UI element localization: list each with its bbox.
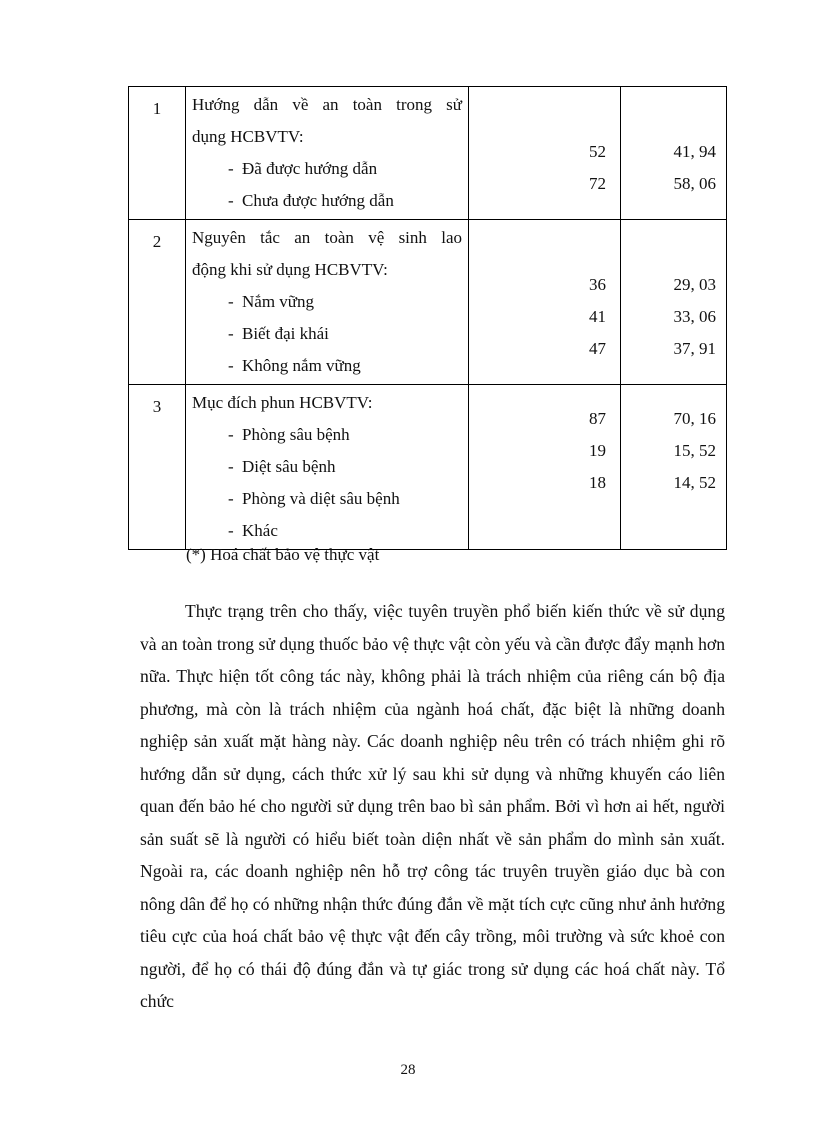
count-value: 72	[589, 174, 606, 193]
page-number: 28	[400, 1062, 416, 1078]
percent-value: 58, 06	[673, 174, 716, 193]
table-row	[129, 385, 727, 550]
count-value: 87	[589, 409, 606, 428]
answer-option: - Nắm vững	[192, 286, 462, 318]
count-value: 19	[589, 441, 606, 460]
question-title-line: Hướng dẫn về an toàn trong sử	[192, 95, 462, 114]
count-value: 36	[589, 275, 606, 294]
percent-value: 29, 03	[673, 275, 716, 294]
count-value: 47	[589, 339, 606, 358]
table-row	[129, 220, 727, 385]
count-cell	[469, 220, 621, 385]
answer-option: - Khác	[192, 515, 462, 547]
answer-option: - Biết đại khái	[192, 318, 462, 350]
question-title-line: Nguyên tắc an toàn vệ sinh lao	[192, 228, 462, 247]
percent-cell	[621, 220, 727, 385]
percent-cell	[621, 87, 727, 220]
count-cell	[469, 385, 621, 550]
percent-value: 41, 94	[673, 142, 716, 161]
table-row	[129, 87, 727, 220]
question-title-line: dụng HCBVTV:	[192, 127, 304, 146]
answer-option: - Diệt sâu bệnh	[192, 451, 462, 483]
count-value: 52	[589, 142, 606, 161]
percent-value: 70, 16	[673, 409, 716, 428]
body-paragraph: Thực trạng trên cho thấy, việc tuyên truyền phổ biến kiến thức về sử dụng và an toàn trong sử dụng thuốc bảo vệ thực vật còn yếu và cần được đẩy mạnh hơn nữa. Thực hiện tốt công tác này, không phải là trách nhiệm của riêng cán bộ địa phương, mà còn là trách nhiệm của ngành hoá chất, đặc biệt là những doanh nghiệp sản xuất mặt hàng này. Các doanh nghiệp nêu trên có trách nhiệm ghi rõ hướng dẫn sử dụng, cách thức xử lý sau khi sử dụng và những khuyến cáo liên quan đến bảo hé cho người sử dụng trên bao bì sản phẩm. Bởi vì hơn ai hết, người sản suất sẽ là người có hiểu biết toàn diện nhất về sản phẩm do mình sản xuất. Ngoài ra, các doanh nghiệp nên hỗ trợ công tác truyên truyền giáo dục bà con nông dân để họ có những nhận thức đúng đắn về mặt tích cực cũng như ảnh hưởng tiêu cực của hoá chất bảo vệ thực vật đến cây trồng, môi trường và sức khoẻ con người, để họ có thái độ đúng đắn và tự giác trong sử dụng các hoá chất này. Tổ chức	[140, 601, 725, 1011]
row-number: 3	[129, 385, 186, 550]
answer-option: - Phòng và diệt sâu bệnh	[192, 483, 462, 515]
row-content	[186, 220, 469, 385]
answer-option: - Phòng sâu bệnh	[192, 419, 462, 451]
percent-value: 37, 91	[673, 339, 716, 358]
count-value: 41	[589, 307, 606, 326]
survey-table	[128, 86, 727, 550]
row-number: 2	[129, 220, 186, 385]
percent-value: 15, 52	[673, 441, 716, 460]
count-value: 18	[589, 473, 606, 492]
percent-cell	[621, 385, 727, 550]
question-title-line: Mục đích phun HCBVTV:	[192, 393, 373, 412]
percent-value: 14, 52	[673, 473, 716, 492]
row-content	[186, 385, 469, 550]
count-cell	[469, 87, 621, 220]
percent-value: 33, 06	[673, 307, 716, 326]
footnote: (*) Hoá chất bảo vệ thực vật	[186, 545, 380, 564]
answer-option: - Chưa được hướng dẫn	[192, 185, 462, 217]
question-title-line: động khi sử dụng HCBVTV:	[192, 260, 388, 279]
row-number: 1	[129, 87, 186, 220]
row-content	[186, 87, 469, 220]
answer-option: - Không nắm vững	[192, 350, 462, 382]
answer-option: - Đã được hướng dẫn	[192, 153, 462, 185]
